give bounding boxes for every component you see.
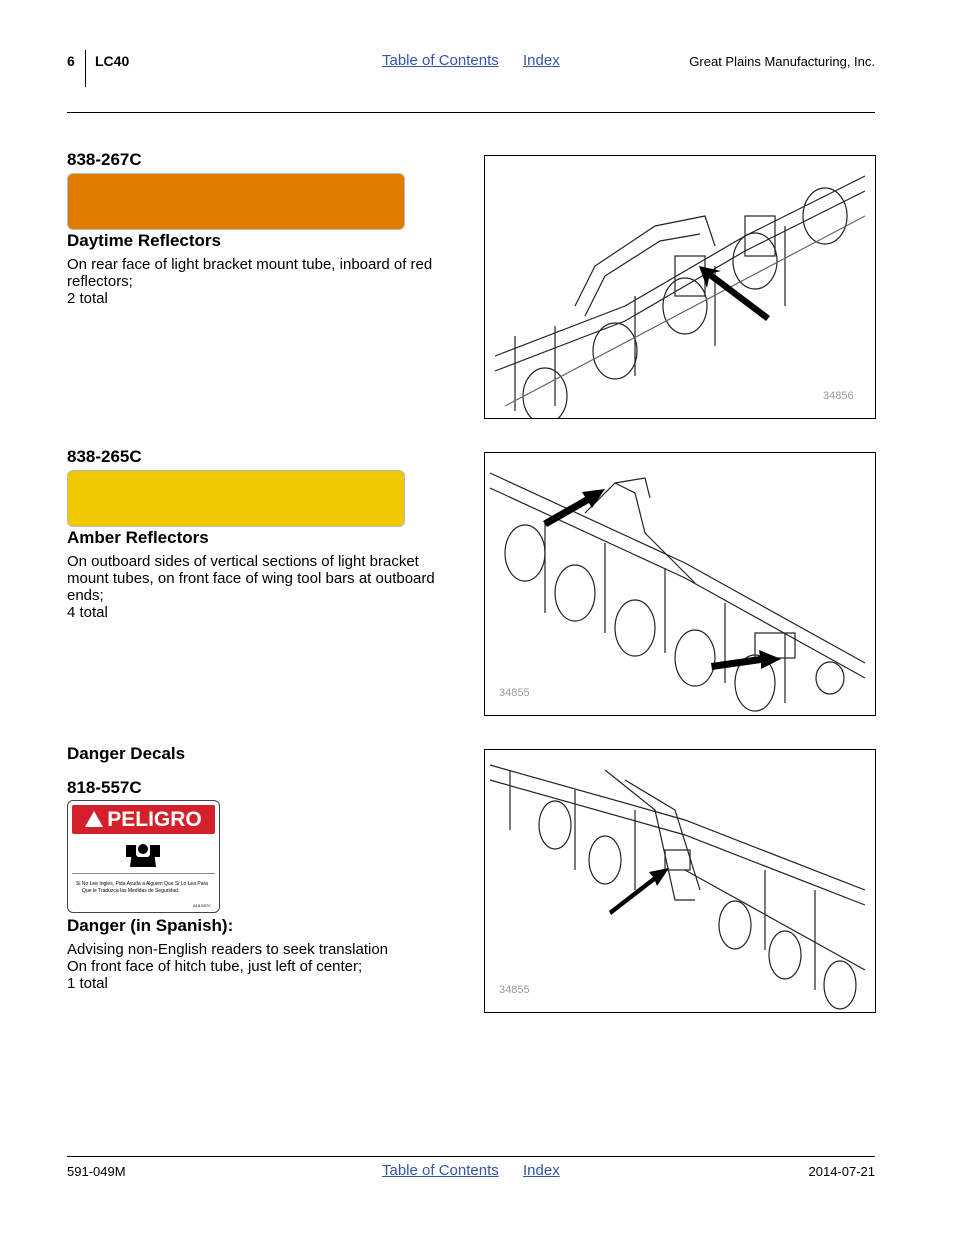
- text-line: On rear face of light bracket mount tube, inboard of red: [67, 256, 433, 273]
- section-title-amber-reflectors: Amber Reflectors: [67, 528, 209, 547]
- amber-reflector-swatch: [67, 470, 405, 527]
- reader-pictogram-icon: [72, 837, 215, 873]
- figure-number: 34855: [499, 687, 530, 699]
- figure-number: 34856: [823, 390, 854, 402]
- toc-link-header[interactable]: Table of Contents: [382, 52, 499, 69]
- text-line: 2 total: [67, 290, 108, 307]
- text-line: reflectors;: [67, 273, 133, 290]
- header-rule: [67, 112, 875, 113]
- text-line: 1 total: [67, 975, 108, 992]
- section-title-daytime-reflectors: Daytime Reflectors: [67, 231, 222, 250]
- part-number-838-267c: 838-267C: [67, 150, 142, 169]
- text-line: 4 total: [67, 604, 108, 621]
- text-line: mount tubes, on front face of wing tool bars at outboard: [67, 570, 435, 587]
- document-number: 591-049M: [67, 1164, 126, 1179]
- amber-reflectors-description: [67, 553, 457, 621]
- header-divider: [85, 50, 86, 87]
- part-number-818-557c: 818-557C: [67, 778, 142, 797]
- arrow-indicator: [711, 650, 781, 670]
- decal-pictogram: [72, 837, 215, 874]
- danger-decals-heading: Danger Decals: [67, 744, 186, 763]
- daytime-reflector-swatch: [67, 173, 405, 230]
- text-line: On outboard sides of vertical sections of light bracket: [67, 553, 419, 570]
- company-name: Great Plains Manufacturing, Inc.: [689, 54, 875, 69]
- decal-text-line: Si No Lee Ingles, Pida Ayuda a Alguien Que Si Lo Lea Para: [76, 881, 208, 887]
- figure-number: 34855: [499, 984, 530, 996]
- daytime-reflectors-description: [67, 256, 457, 307]
- text-line: ends;: [67, 587, 104, 604]
- part-number-838-265c: 838-265C: [67, 447, 142, 466]
- decal-signal-word: PELIGRO: [107, 808, 202, 831]
- text-line: On front face of hitch tube, just left of center;: [67, 958, 363, 975]
- publication-date: 2014-07-21: [808, 1164, 875, 1179]
- index-link-footer[interactable]: Index: [523, 1162, 560, 1179]
- machine-illustration: [485, 750, 875, 1012]
- text-line: Advising non-English readers to seek translation: [67, 941, 389, 958]
- toc-link-footer[interactable]: Table of Contents: [382, 1162, 499, 1179]
- decal-banner: [72, 805, 215, 834]
- figure-danger-decal: [484, 749, 876, 1013]
- index-link-header[interactable]: Index: [523, 52, 560, 69]
- page-number: 6: [67, 53, 75, 69]
- decal-instruction: [76, 881, 213, 895]
- section-title-danger-spanish: Danger (in Spanish):: [67, 916, 234, 935]
- footer-rule: [67, 1156, 875, 1157]
- figure-amber-reflectors: [484, 452, 876, 716]
- decal-code: 818-557C: [193, 903, 211, 908]
- peligro-decal: [67, 800, 220, 913]
- model-name: LC40: [95, 53, 130, 69]
- figure-daytime-reflectors: [484, 155, 876, 419]
- machine-illustration: [485, 453, 875, 715]
- warning-triangle-icon: [85, 811, 103, 827]
- danger-description: [67, 941, 457, 992]
- decal-text-line: Que le Traduzca las Medidas de Seguridad.: [82, 888, 180, 894]
- machine-illustration: [485, 156, 875, 418]
- arrow-indicator: [699, 266, 770, 321]
